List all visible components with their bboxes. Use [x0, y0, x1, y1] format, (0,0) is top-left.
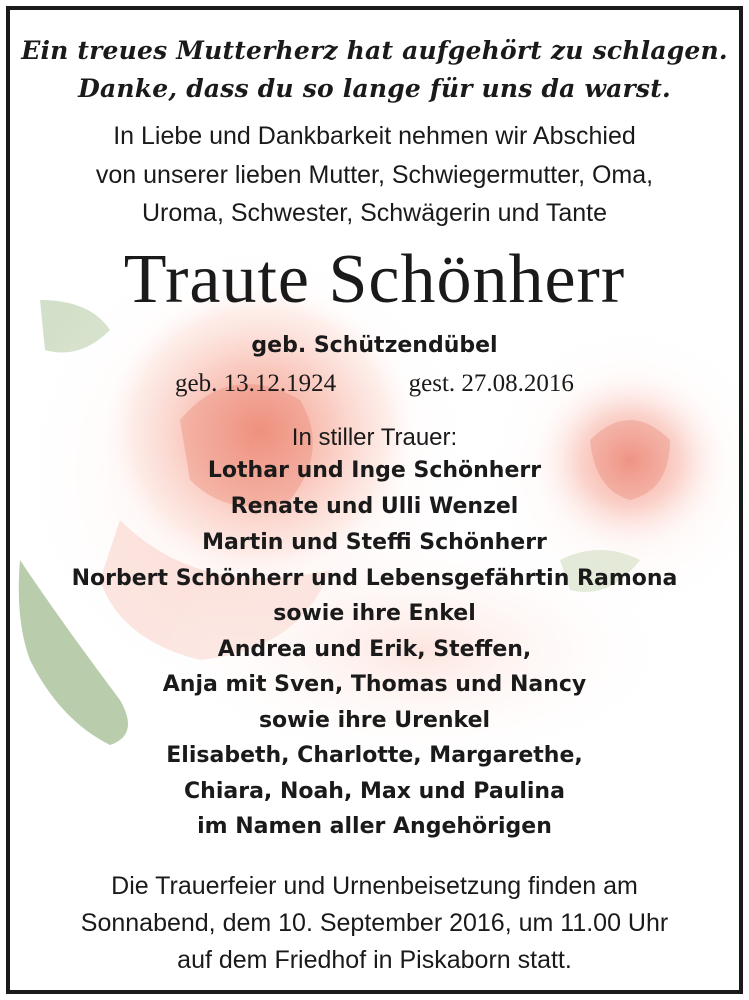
- maiden-name: geb. Schützendübel: [251, 333, 498, 358]
- mourners-heading: In stiller Trauer:: [291, 424, 458, 451]
- mourner-line: sowie ihre Urenkel: [258, 708, 491, 733]
- mourner-line: sowie ihre Enkel: [273, 601, 476, 626]
- funeral-line-1: Die Trauerfeier und Urnenbeisetzung finden am: [111, 872, 638, 900]
- mourner-line: Anja mit Sven, Thomas und Nancy: [162, 672, 587, 697]
- mourner-line: Chiara, Noah, Max und Paulina: [184, 779, 565, 804]
- mourner-line: im Namen aller Angehörigen: [197, 814, 552, 839]
- mourner-line: Martin und Steffi Schönherr: [202, 530, 547, 555]
- mourner-line: Lothar und Inge Schönherr: [207, 458, 542, 483]
- mourner-line: Renate und Ulli Wenzel: [230, 494, 519, 519]
- deceased-name: Traute Schönherr: [123, 241, 626, 318]
- mourner-line: Norbert Schönherr und Lebensgefährtin Ramona: [71, 566, 678, 591]
- death-date: gest. 27.08.2016: [408, 370, 574, 397]
- funeral-line-2: Sonnabend, dem 10. September 2016, um 11.00 Uhr: [80, 909, 669, 937]
- intro-line-1: In Liebe und Dankbarkeit nehmen wir Abschied: [113, 122, 636, 150]
- black-border-frame: [6, 6, 743, 994]
- birth-date: geb. 13.12.1924: [175, 370, 337, 397]
- motto-line-1: Ein treues Mutterherz hat aufgehört zu schlagen.: [21, 36, 728, 65]
- mourner-line: Andrea und Erik, Steffen,: [217, 637, 532, 662]
- motto-line-2: Danke, dass du so lange für uns da warst.: [78, 74, 671, 103]
- intro-line-3: Uroma, Schwester, Schwägerin und Tante: [141, 199, 608, 227]
- mourner-line: Elisabeth, Charlotte, Margarethe,: [166, 743, 583, 768]
- intro-line-2: von unserer lieben Mutter, Schwiegermutter, Oma,: [95, 161, 654, 189]
- funeral-line-3: auf dem Friedhof in Piskaborn statt.: [177, 946, 572, 974]
